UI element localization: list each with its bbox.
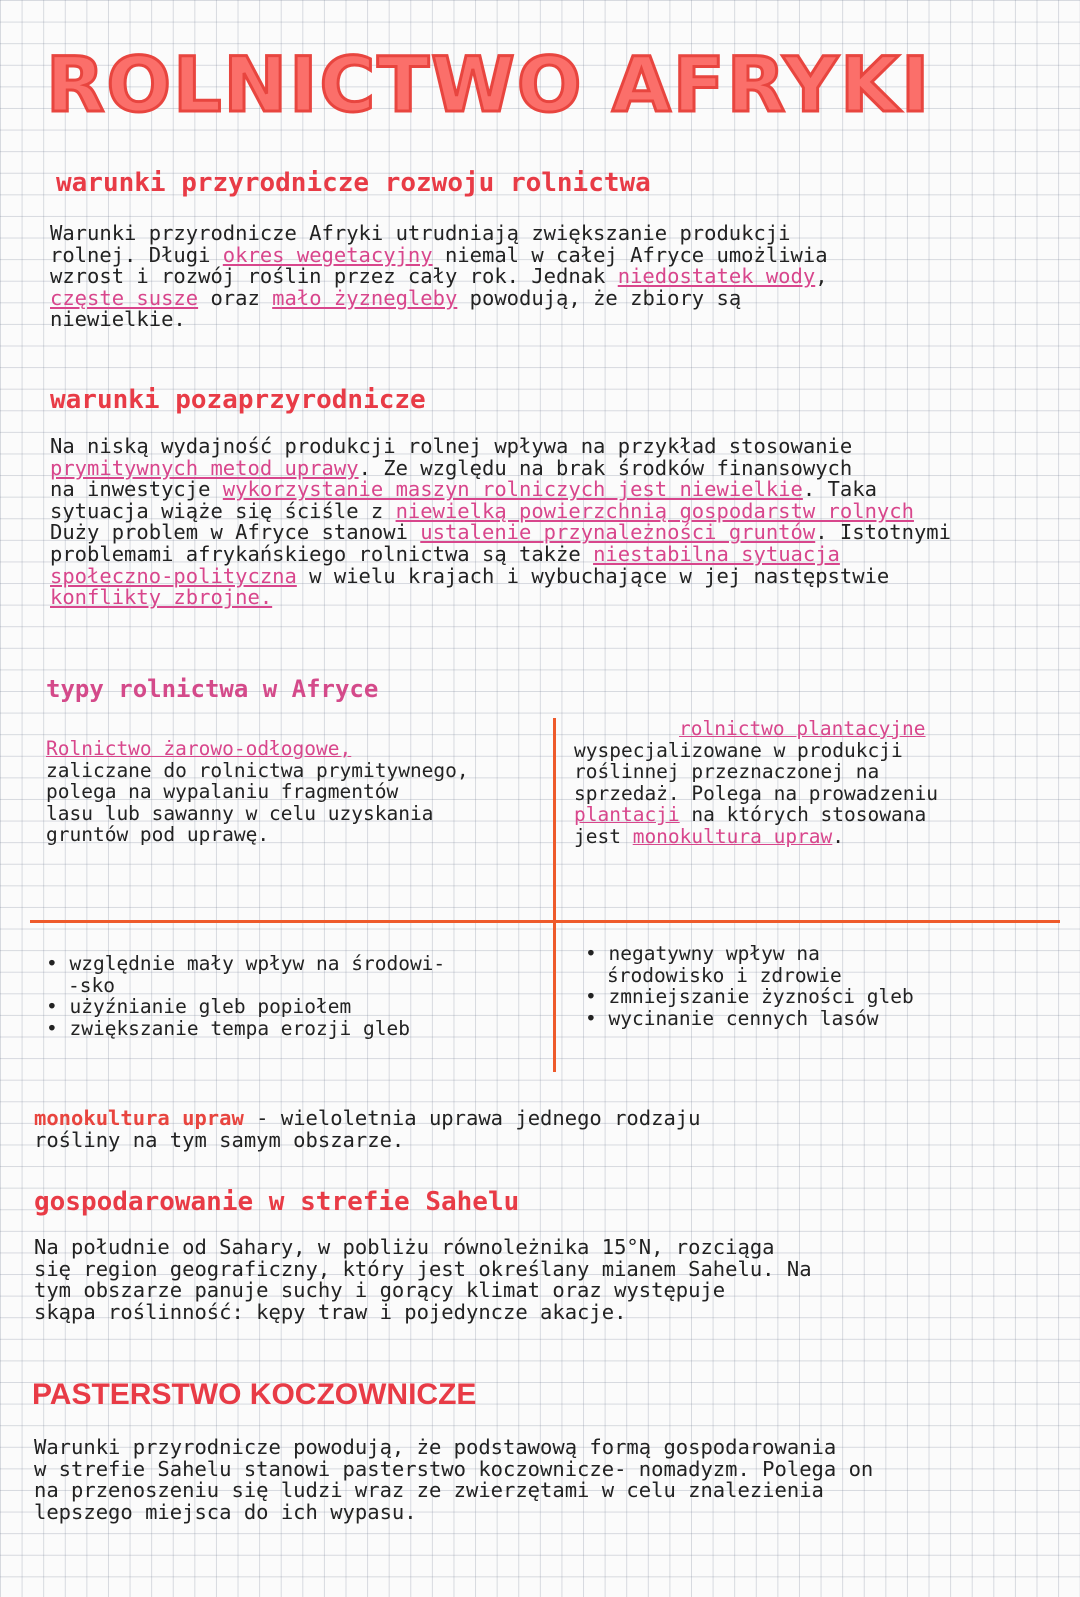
type-right-effects <box>585 943 914 1029</box>
type-left-effects <box>46 953 445 1039</box>
type-right-title: rolnictwo plantacyjne <box>679 717 926 740</box>
text-line: skąpa roślinność: kępy traw i pojedyncze akacje. <box>34 1299 627 1324</box>
list-item-continuation: -sko <box>68 973 115 997</box>
list-item: • zmniejszanie żyzności gleb <box>585 986 914 1008</box>
text-line: częste susze oraz mało żyznegleby powodują, że zbiory są <box>50 285 742 310</box>
heading-natural-conditions: warunki przyrodnicze rozwoju rolnictwa <box>56 168 651 198</box>
definition-term: monokultura upraw <box>34 1106 244 1130</box>
heading-non-natural-conditions: warunki pozaprzyrodnicze <box>50 385 426 415</box>
text-line: Na niską wydajność produkcji rolnej wpływa na przykład stosowanie <box>50 434 853 458</box>
type-left-description <box>46 738 469 846</box>
text-line: konflikty zbrojne. <box>50 585 273 610</box>
list-item: • względnie mały wpływ na środowi- <box>46 953 445 975</box>
text-line: Warunki przyrodnicze powodują, że podstawową formą gospodarowania <box>34 1435 837 1459</box>
text-line: polega na wypalaniu fragmentów <box>46 780 399 804</box>
list-item: • zwiększanie tempa erozji gleb <box>46 1018 445 1040</box>
text-line: się region geograficzny, który jest określany mianem Sahelu. Na <box>34 1256 812 1281</box>
text-line: lepszego miejsca do ich wypasu. <box>34 1499 417 1524</box>
text-line: w strefie Sahelu stanowi pasterstwo koczownicze- nomadyzm. Polega on <box>34 1456 874 1481</box>
text-line: Duży problem w Afryce stanowi ustalenie przynależności gruntów. Istotnymi <box>50 520 951 545</box>
text-line: na inwestycje wykorzystanie maszyn rolniczych jest niewielkie. Taka <box>50 477 877 502</box>
text-line: rolnej. Długi okres wegetacyjny niemal w całej Afryce umożliwia <box>50 242 828 267</box>
text-line: rośliny na tym samym obszarze. <box>34 1127 405 1152</box>
text-line: gruntów pod uprawę. <box>46 823 270 847</box>
table-vertical-divider <box>553 718 556 1072</box>
text-line: niewielkie. <box>50 307 186 332</box>
text-line: prymitywnych metod uprawy. Ze względu na brak środków finansowych <box>50 455 853 480</box>
list-item: • negatywny wpływ na <box>585 943 914 965</box>
text-line: sprzedaż. Polega na prowadzeniu <box>574 781 938 805</box>
list-item-continuation: środowisko i zdrowie <box>607 963 842 987</box>
text-line: jest monokultura upraw. <box>574 824 845 848</box>
paragraph-natural-conditions <box>50 223 828 331</box>
text-line: na przenoszeniu się ludzi wraz ze zwierzętami w celu znalezienia <box>34 1478 824 1503</box>
text-line: sytuacja wiąże się ściśle z niewielką powierzchnią gospodarstw rolnych <box>50 498 914 523</box>
text-line: problemami afrykańskiego rolnictwa są także niestabilna sytuacja <box>50 541 840 566</box>
text-line: wzrost i rozwój roślin przez cały rok. Jednak niedostatek wody, <box>50 264 828 289</box>
text-line: monokultura upraw - wieloletnia uprawa jednego rodzaju <box>34 1106 701 1130</box>
table-horizontal-divider <box>30 920 1060 923</box>
paragraph-non-natural-conditions <box>50 436 951 609</box>
text-line: roślinnej przeznaczonej na <box>574 760 880 784</box>
text-line: tym obszarze panuje suchy i gorący klimat oraz występuje <box>34 1278 726 1303</box>
paragraph-nomadic-pastoralism <box>34 1437 873 1523</box>
text-line: zaliczane do rolnictwa prymitywnego, <box>46 758 469 782</box>
heading-agriculture-types: typy rolnictwa w Afryce <box>46 675 379 703</box>
paragraph-sahel <box>34 1237 812 1323</box>
text-line: Warunki przyrodnicze Afryki utrudniają zwiększanie produkcji <box>50 221 791 245</box>
text-line: wyspecjalizowane w produkcji <box>574 738 903 762</box>
list-item: • wycinanie cennych lasów <box>585 1008 914 1030</box>
text-line: lasu lub sawanny w celu uzyskania <box>46 801 434 825</box>
list-item: • użyźnianie gleb popiołem <box>46 996 445 1018</box>
text-line: Na południe od Sahary, w pobliżu równoleżnika 15°N, rozciąga <box>34 1235 775 1259</box>
text-line: społeczno-polityczna w wielu krajach i wybuchające w jej następstwie <box>50 563 890 588</box>
heading-sahel: gospodarowanie w strefie Sahelu <box>34 1187 520 1217</box>
type-right-description <box>574 718 938 848</box>
heading-nomadic-pastoralism: PASTERSTWO KOCZOWNICZE <box>32 1378 477 1411</box>
text-line: plantacji na których stosowana <box>574 803 927 827</box>
definition-monoculture <box>34 1108 700 1151</box>
type-left-title: Rolnictwo żarowo-odłogowe, <box>46 737 352 760</box>
page-title: ROLNICTWO AFRYKI <box>46 40 932 129</box>
